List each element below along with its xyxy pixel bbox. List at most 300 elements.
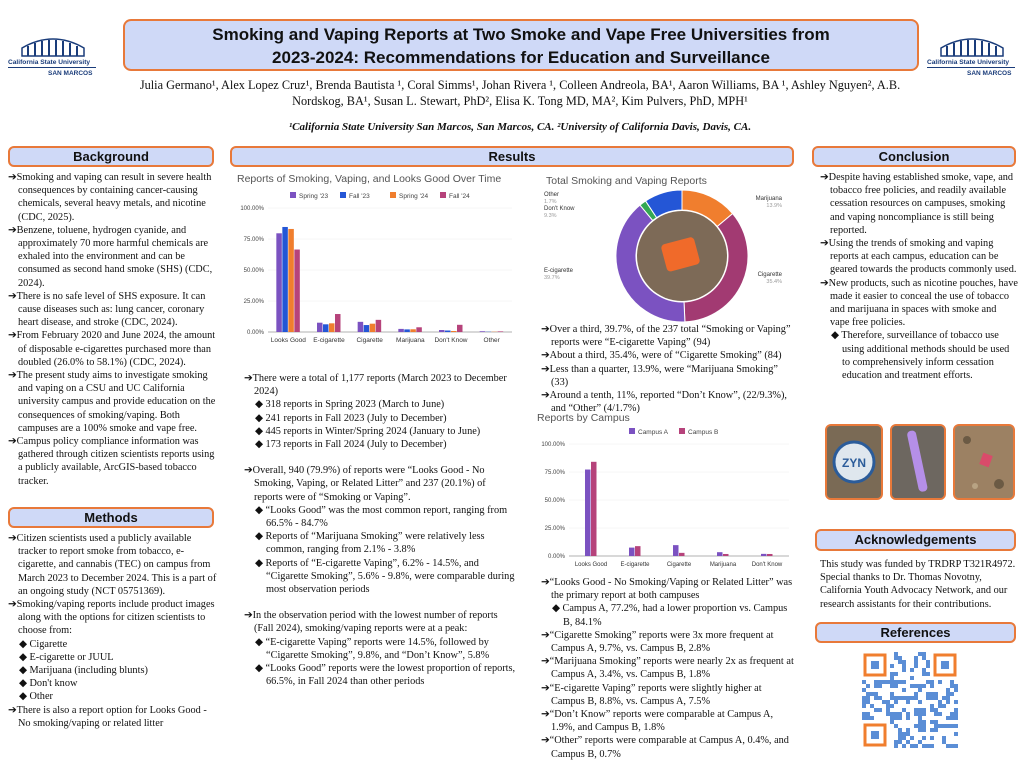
y-tick-label: 25.00% [243,299,264,305]
qr-module [930,680,934,684]
qr-module [922,744,926,748]
qr-module [934,724,938,728]
bar [376,320,382,332]
qr-module [918,724,922,728]
results-header: Results [230,146,794,167]
pouch-label: ZYN [842,456,866,470]
total-pie-chart [540,186,790,324]
qr-module [862,696,866,700]
qr-module [902,736,906,740]
qr-module [926,744,930,748]
legend-label: Campus B [688,429,719,436]
qr-module [926,680,930,684]
x-tick-label: Looks Good [574,562,608,568]
qr-module [946,696,950,700]
methods-point: ➔Citizen scientists used a publicly available tracker to report smoke from tobacco, e-cigarette, and cannabis (TEC) on campus from March 2023 to December 2024. This is a part of an ongoing study (NCT 05751369). [8,533,217,597]
qr-module [954,716,958,720]
qr-module [926,672,930,676]
results-point: ➔“Marijuana Smoking” reports were nearly 2x as frequent at Campus A, 3.4%, vs. Campus B, 1.8% [541,656,794,681]
qr-module [946,716,950,720]
qr-module [898,712,902,716]
qr-module [890,672,894,676]
qr-module [890,680,894,684]
x-tick-label: Cigarette [356,337,383,344]
pie-label: Marijuana [755,196,782,202]
methods-option: ◆ Marijuana (including blunts) [19,665,148,677]
csusm-logo-right [927,30,1015,80]
qr-module [870,716,874,720]
qr-module [934,692,938,696]
chart1-title: Reports of Smoking, Vaping, and Looks Good Over Time [237,173,502,185]
qr-module [914,660,918,664]
qr-module [906,712,910,716]
bar [282,227,288,332]
qr-module [954,744,958,748]
qr-module [902,668,906,672]
conclusion-header: Conclusion [812,146,1016,167]
results-subpoint: ◆ Reports of “E-cigarette Vaping”, 6.2% - 14.5%, and “Cigarette Smoking”, 5.6% - 9.8%, were comparable during most observation periods [255,557,515,596]
qr-module [930,684,934,688]
pie-label: Other [544,192,560,198]
qr-module [926,696,930,700]
qr-module [922,668,926,672]
x-tick-label: E-cigarette [620,562,650,568]
qr-module [898,656,902,660]
time-bar-chart [232,186,516,346]
qr-module [950,724,954,728]
background-point: ➔Campus policy compliance information was gathered through citizen scientists reports using a publicly available, ArcGIS-based tobacco tracker. [8,436,215,487]
y-tick-label: 50.00% [243,268,264,274]
bar [294,250,299,332]
bar [398,329,404,332]
methods-option: ◆ Other [19,691,53,703]
qr-module [862,700,866,704]
results-subpoint: ◆ 318 reports in Spring 2023 (March to June) [255,399,445,411]
results-point: ➔In the observation period with the lowest number of reports (Fall 2024), smoking/vaping reports were at a peak: [244,610,498,635]
results-subpoint: ◆ “E-cigarette Vaping” reports were 14.5%, followed by “Cigarette Smoking”, 9.8%, and “Don’t Know”, 5.8% [255,636,490,661]
qr-module [894,716,898,720]
acknowledgements-header: Acknowledgements [815,529,1016,551]
qr-module [926,692,930,696]
qr-module [862,688,866,692]
qr-module [938,724,942,728]
results-col2-text [541,323,794,415]
litter-photo [953,424,1015,500]
qr-module [866,692,870,696]
legend-swatch [629,428,635,434]
qr-module [874,684,878,688]
results-subpoint: ◆ 445 reports in Winter/Spring 2024 (January to June) [255,425,481,437]
qr-module [954,700,958,704]
qr-module [918,684,922,688]
background-text [8,171,220,488]
pie-value: 13.9% [766,203,782,209]
qr-module [950,712,954,716]
bar [276,233,282,332]
bar [591,462,597,556]
methods-option: ◆ E-cigarette or JUUL [19,651,114,663]
legend-label: Spring '24 [399,193,429,200]
qr-module [914,708,918,712]
bar [404,329,410,332]
bar [723,554,729,556]
authors [120,77,920,109]
title-line2: 2023-2024: Recommendations for Education and Surveillance [272,48,770,67]
qr-module [898,680,902,684]
methods-header: Methods [8,507,214,528]
qr-module [886,700,890,704]
qr-module [918,688,922,692]
qr-module [918,700,922,704]
x-tick-label: Looks Good [270,337,306,344]
qr-module [886,680,890,684]
qr-module [894,652,898,656]
qr-module [950,680,954,684]
qr-module [894,684,898,688]
logo-name: California State University [8,59,96,68]
results-point: ➔Over a third, 39.7%, of the 237 total “Smoking or Vaping” reports were “E-cigarette Vaping” (94) [541,324,791,349]
qr-module [926,664,930,668]
qr-module [930,696,934,700]
qr-module [942,740,946,744]
pie-value: 35.4% [766,279,782,285]
qr-module [950,692,954,696]
qr-module [890,684,894,688]
qr-module [898,740,902,744]
qr-module [922,652,926,656]
background-point: ➔There is no safe level of SHS exposure. It can cause diseases such as: lung cancer, coronary heart disease, and stroke (CDC, 2024). [8,290,206,329]
qr-module [882,680,886,684]
qr-module [902,708,906,712]
x-tick-label: Marijuana [396,337,425,344]
results-point: ➔About a third, 35.4%, were of “Cigarette Smoking” (84) [541,350,782,362]
bar [323,324,329,332]
qr-module [894,672,898,676]
methods-point: ➔There is also a report option for Looks Good - No smoking/vaping or related litter [8,704,207,729]
bar [439,330,445,332]
qr-module [910,736,914,740]
results-point: ➔There were a total of 1,177 reports (March 2023 to December 2024) [244,373,507,398]
logo-name: California State University [927,59,1015,68]
qr-module [914,664,918,668]
conclusion-point: ➔New products, such as nicotine pouches, have made it easier to conceal the use of tobacco and marijuana in spaces with smoke and vape free policies. [820,277,1018,329]
references-header: References [815,622,1016,643]
methods-option: ◆ Don't know [19,678,78,690]
qr-module [946,688,950,692]
background-point: ➔Smoking and vaping can result in severe health consequences by containing cancer-causing chemicals, several heavy metals, and nicotine (CDC, 2025). [8,172,212,223]
qr-module [890,716,894,720]
conclusion-point: ➔Using the trends of smoking and vaping reports at each campus, education can be geared towards the products commonly used. [820,238,1017,276]
qr-module [862,704,866,708]
qr-module [930,720,934,724]
pouch-can-icon [827,426,881,498]
qr-module [898,716,902,720]
y-tick-label: 0.00% [547,554,565,560]
qr-module [890,704,894,708]
qr-module [934,696,938,700]
qr-module [914,656,918,660]
qr-module [950,744,954,748]
qr-module [878,680,882,684]
qr-module [886,704,890,708]
qr-module [910,668,914,672]
qr-module [922,708,926,712]
qr-module [950,716,954,720]
qr-module [922,656,926,660]
qr-module [938,680,942,684]
qr-module [878,696,882,700]
bar [767,554,773,556]
qr-module [902,744,906,748]
bar [457,325,463,332]
results-col1-text [244,372,516,688]
background-point: ➔From February 2020 and June 2024, the amount of disposable e-cigarettes purchased more than doubled (26.0% to 58.1%) (CDC, 2024). [8,330,216,368]
qr-module [910,744,914,748]
qr-module [894,740,898,744]
qr-module [902,732,906,736]
qr-module [890,720,894,724]
qr-module [866,700,870,704]
chart3-title: Reports by Campus [537,412,630,424]
conclusion-text [820,171,1018,382]
qr-module [954,684,958,688]
results-point: ➔“Looks Good - No Smoking/Vaping or Related Litter” was the primary report at both campuses [541,577,793,602]
background-point: ➔The present study aims to investigate smoking and vaping on a CSU and UC California university campus and provide education on the consequences of smoking/vaping. Both campuses are a 100% smoke and vape free. [8,370,216,434]
vape-pen-photo [890,424,946,500]
qr-module [922,712,926,716]
results-point: ➔Around a tenth, 11%, reported “Don’t Know”, (22/9.3%), and “Other” (4/1.7%) [541,390,787,415]
qr-module [890,696,894,700]
bar [358,322,364,332]
qr-module [918,716,922,720]
qr-module [930,736,934,740]
qr-module [934,708,938,712]
qr-module [942,724,946,728]
y-tick-label: 0.00% [246,330,264,336]
results-subpoint: ◆ 173 reports in Fall 2024 (July to December) [255,439,447,451]
legend-swatch [290,192,296,198]
results-point: ➔“E-cigarette Vaping” reports were slightly higher at Campus B, 8.8%, vs. Campus A, 7.5% [541,682,762,707]
results-point: ➔Overall, 940 (79.9%) of reports were “Looks Good - No Smoking, Vaping, or Related Litter” and 237 (20.1%) of reports were of “Smoking or Vaping”. [244,465,486,503]
qr-module [870,692,874,696]
qr-module [906,732,910,736]
results-point: ➔“Cigarette Smoking” reports were 3x more frequent at Campus A, 9.7%, vs. Campus B, 2.8% [541,629,774,655]
qr-module [922,724,926,728]
qr-module [918,728,922,732]
qr-module [942,696,946,700]
bar [717,552,723,556]
bar [410,329,416,332]
y-tick-label: 75.00% [243,237,264,243]
qr-module [926,660,930,664]
results-subpoint: ◆ “Looks Good” reports were the lowest proportion of reports, 66.5%, in Fall 2024 than other periods [255,663,516,688]
qr-module [914,684,918,688]
qr-module [934,712,938,716]
authors-line2: Nordskog, BA¹, Susan L. Stewart, PhD², Elisa K. Tong MD, MA², Kim Pulvers, PhD, MPH¹ [292,94,748,108]
qr-module [894,696,898,700]
bar [416,327,422,332]
qr-module [930,708,934,712]
qr-module [894,700,898,704]
bar [364,325,370,332]
qr-module [874,708,878,712]
qr-module [922,736,926,740]
y-tick-label: 50.00% [544,498,565,504]
qr-module [938,700,942,704]
qr-module [882,700,886,704]
qr-module [862,680,866,684]
qr-module [878,708,882,712]
qr-module [954,712,958,716]
qr-module [934,720,938,724]
affiliations: ¹California State University San Marcos, San Marcos, CA. ²University of California Davis, Davis, CA. [288,121,752,133]
x-tick-label: Don't Know [434,337,468,344]
y-tick-label: 25.00% [544,526,565,532]
qr-module [954,724,958,728]
logo-sub: SAN MARCOS [967,70,1012,77]
qr-module [922,728,926,732]
qr-module [954,688,958,692]
bar [673,545,679,556]
qr-module [890,676,894,680]
conclusion-point: ➔Despite having established smoke, vape, and tobacco free policies, and readily available cessation resources on campuses, smoking and vaping noncompliance is still being reported. [820,172,1014,236]
methods-text [8,532,220,730]
references-qr-code[interactable] [862,652,958,748]
pie-value: 39.7% [544,275,560,281]
legend-swatch [340,192,346,198]
qr-module [946,700,950,704]
x-tick-label: Don't Know [751,562,783,568]
qr-module [866,712,870,716]
poster-title [123,19,919,71]
results-subpoint: ◆ “Looks Good” was the most common report, ranging from 66.5% - 84.7% [255,504,508,530]
x-tick-label: Other [483,337,500,344]
x-tick-label: Cigarette [666,562,692,568]
qr-module [906,740,910,744]
y-tick-label: 100.00% [240,206,264,212]
bar [585,470,591,556]
pie-label: Don't Know [544,206,575,212]
qr-module [874,680,878,684]
qr-module [910,676,914,680]
pie-value: 1.7% [544,199,557,205]
qr-module [862,712,866,716]
methods-point: ➔Smoking/vaping reports include product images along with the options for citizen scientists to choose from: [8,599,215,637]
qr-module [898,732,902,736]
qr-module [894,656,898,660]
qr-module [950,684,954,688]
qr-module [942,704,946,708]
qr-module [866,684,870,688]
results-col2-campus-text [541,576,794,761]
results-subpoint: ◆ 241 reports in Fall 2023 (July to December) [255,412,447,424]
qr-module [906,728,910,732]
qr-module [902,680,906,684]
bar [480,331,486,332]
bar [761,554,767,556]
results-subpoint: ◆ Reports of “Marijuana Smoking” were relatively less common, ranging from 2.1% - 3.8% [255,531,485,556]
qr-module [862,716,866,720]
dome-icon [18,34,88,58]
nicotine-pouch-photo [825,424,883,500]
qr-module [906,700,910,704]
qr-module [934,728,938,732]
qr-module [918,720,922,724]
bar [370,324,376,332]
qr-module [886,708,890,712]
bar [329,323,335,332]
authors-line1: Julia Germano¹, Alex Lopez Cruz¹, Brenda Bautista ¹, Coral Simms¹, Johan Rivera ¹, Colleen Andreola, BA¹, Aaron Williams, BA ¹, Ashley Nguyen², A.B. [139,78,901,92]
csusm-logo-left [8,30,96,80]
background-header: Background [8,146,214,167]
vape-pen-icon [892,426,944,498]
bar [629,548,635,556]
qr-module [886,712,890,716]
legend-label: Fall '24 [449,193,470,200]
qr-module [898,736,902,740]
qr-module [902,664,906,668]
background-point: ➔Benzene, toluene, hydrogen cyanide, and approximately 70 more harmful chemicals are exhaled into the environment and can be consumed as second hand smoke (SHS) (CDC, 2024). [8,224,213,289]
qr-module [938,712,942,716]
qr-module [866,716,870,720]
qr-module [946,744,950,748]
qr-module [918,708,922,712]
qr-module [918,740,922,744]
legend-label: Spring '23 [299,193,329,200]
qr-module [930,692,934,696]
x-tick-label: E-cigarette [313,337,345,344]
pie-label: Cigarette [757,272,782,278]
qr-module [914,712,918,716]
bar [445,331,451,332]
qr-module [894,724,898,728]
qr-module [922,720,926,724]
qr-module [902,688,906,692]
campus-bar-chart [533,422,795,574]
x-tick-label: Marijuana [709,562,737,568]
pie-label: E-cigarette [544,268,574,274]
qr-module [918,712,922,716]
legend-label: Fall '23 [349,193,370,200]
qr-module [890,712,894,716]
qr-module [922,672,926,676]
qr-module [894,680,898,684]
bar [288,229,294,332]
acknowledgements-text: This study was funded by TRDRP T321R4972. Special thanks to Dr. Thomas Novotny, California Youth Advocacy Network, and our research assistants for their contributions. [820,559,1016,610]
qr-module [930,704,934,708]
y-tick-label: 100.00% [541,442,565,448]
bar [317,323,323,332]
bar [335,314,341,332]
qr-module [954,708,958,712]
results-point: ➔“Don’t Know” reports were comparable at Campus A, 1.9%, and Campus B, 1.8% [541,709,774,734]
results-point: ➔Less than a quarter, 13.9%, were “Marijuana Smoking” (33) [541,363,778,388]
qr-module [878,684,882,688]
dome-icon [937,34,1007,58]
chart2-title: Total Smoking and Vaping Reports [546,175,707,187]
qr-module [946,692,950,696]
qr-module [902,696,906,700]
qr-module [938,704,942,708]
qr-module [898,696,902,700]
bar [679,553,685,556]
qr-module [898,660,902,664]
qr-module [898,728,902,732]
qr-module [930,744,934,748]
qr-module [870,704,874,708]
qr-module [910,684,914,688]
qr-module [930,728,934,732]
